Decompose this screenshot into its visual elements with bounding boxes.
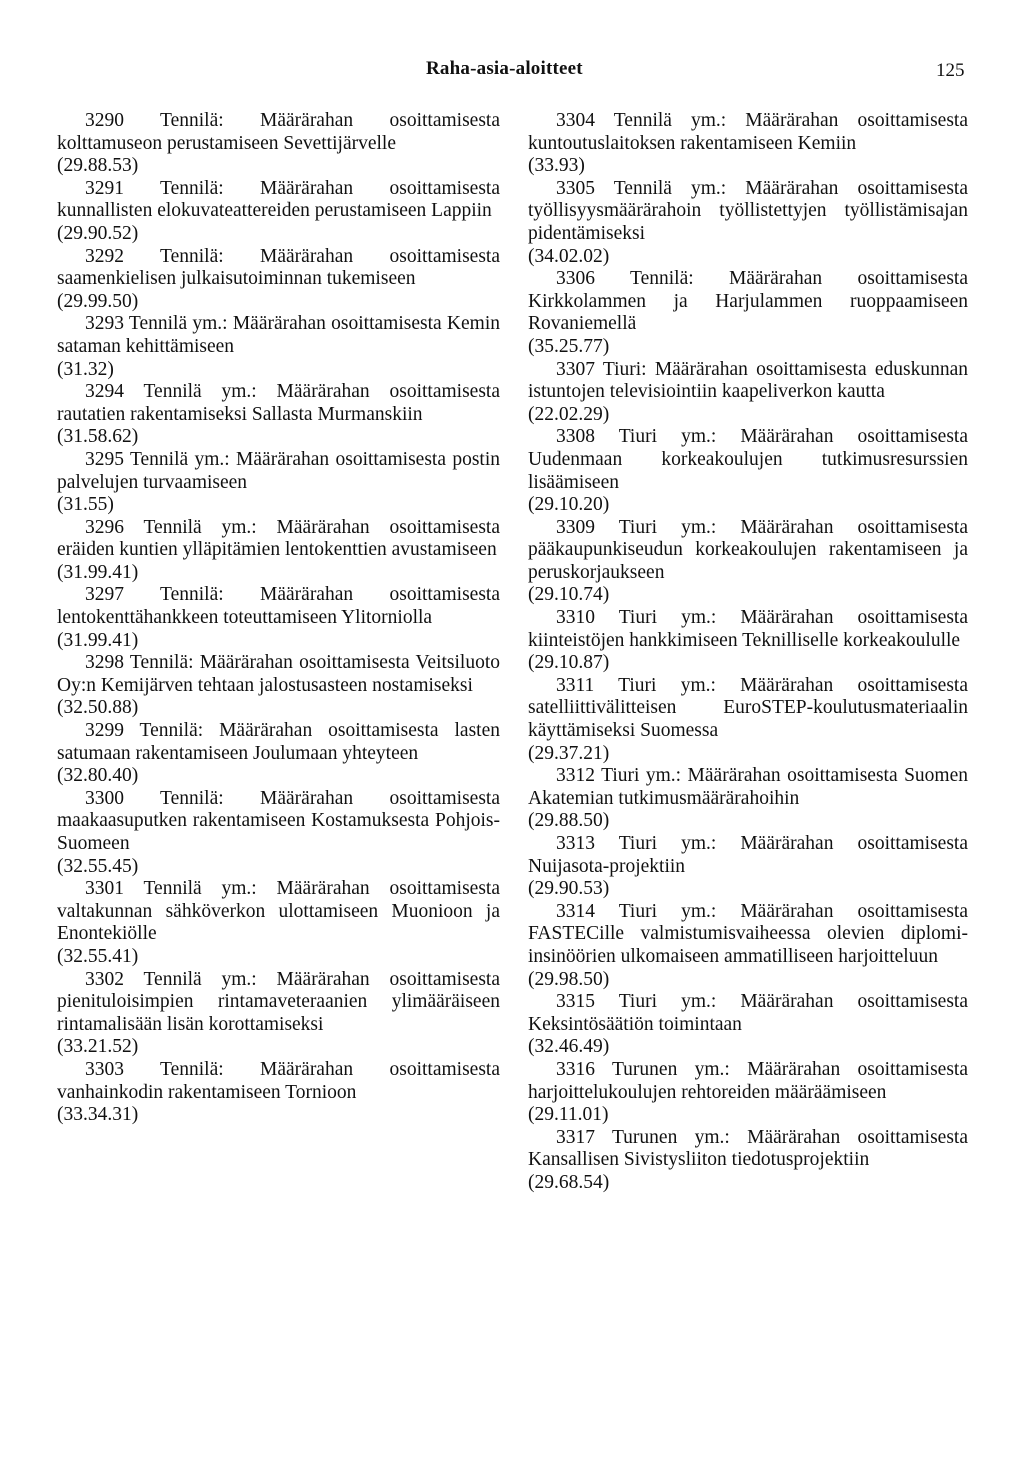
- motion-title: 3310 Tiuri ym.: Määrärahan osoittamisesta kiinteistöjen hankkimiseen Teknilliselle korkeakoululle: [528, 607, 968, 651]
- motion-entry: [57, 1059, 500, 1127]
- motion-entry: [57, 720, 500, 788]
- budget-item-code: (29.88.50): [528, 810, 610, 832]
- motion-title: 3292 Tennilä: Määrärahan osoittamisesta saamenkielisen julkaisutoiminnan tukemiseen: [57, 245, 500, 290]
- budget-item-code: (29.10.87): [528, 652, 610, 674]
- motion-title: 3297 Tennilä: Määrärahan osoittamisesta lentokenttähankkeen toteuttamiseen Ylitorniolla: [57, 584, 500, 629]
- motion-title: 3316 Turunen ym.: Määrärahan osoittamisesta harjoittelukoulujen rehtoreiden määräämiseen: [528, 1058, 968, 1103]
- budget-item-code: (29.90.52): [57, 222, 139, 244]
- budget-item-code: (31.55): [57, 494, 114, 516]
- motion-entry: [528, 901, 968, 991]
- motion-entry: [528, 991, 968, 1059]
- motion-entry: [57, 652, 500, 720]
- page-header: [0, 58, 1024, 88]
- motion-entry: [57, 313, 500, 381]
- motion-entry: [57, 517, 500, 585]
- motion-title: 3290 Tennilä: Määrärahan osoittamisesta kolttamuseon perustamiseen Sevettijärvelle: [57, 110, 500, 154]
- motion-entry: [57, 584, 500, 652]
- motion-title: 3300 Tennilä: Määrärahan osoittamisesta maakaasuputken rakentamiseen Kostamuksesta Pohjois-Suomeen: [57, 787, 500, 854]
- motion-entry: [57, 178, 500, 246]
- motion-title: 3305 Tennilä ym.: Määrärahan osoittamisesta työllisyysmäärärahoin työllistettyjen työllistämisajan pidentämiseksi: [528, 177, 968, 244]
- motion-title: 3291 Tennilä: Määrärahan osoittamisesta kunnallisten elokuvateattereiden perustamiseen Lappiin: [57, 177, 500, 222]
- budget-item-code: (29.10.74): [528, 584, 610, 606]
- budget-item-code: (33.21.52): [57, 1036, 139, 1058]
- motion-entry: [528, 1059, 968, 1127]
- motion-entry: [57, 246, 500, 314]
- budget-item-code: (32.50.88): [57, 697, 139, 719]
- budget-item-code: (32.55.41): [57, 945, 139, 967]
- motion-entry: [528, 1127, 968, 1195]
- motion-title: 3312 Tiuri ym.: Määrärahan osoittamisesta Suomen Akatemian tutkimusmäärärahoihin: [528, 765, 968, 809]
- motion-title: 3317 Turunen ym.: Määrärahan osoittamisesta Kansallisen Sivistysliiton tiedotusprojektiin: [528, 1126, 968, 1171]
- motion-entry: [57, 969, 500, 1059]
- motion-title: 3309 Tiuri ym.: Määrärahan osoittamisesta pääkaupunkiseudun korkeakoulujen rakentamiseen ja peruskorjaukseen: [528, 516, 968, 583]
- motion-title: 3308 Tiuri ym.: Määrärahan osoittamisesta Uudenmaan korkeakoulujen tutkimusresurssien lisäämiseen: [528, 426, 968, 493]
- motion-title: 3294 Tennilä ym.: Määrärahan osoittamisesta rautatien rakentamiseksi Sallasta Murmanskiin: [57, 381, 500, 425]
- motion-entry: [528, 268, 968, 358]
- motion-entry: [528, 110, 968, 178]
- motion-entry: [57, 878, 500, 968]
- motion-title: 3304 Tennilä ym.: Määrärahan osoittamisesta kuntoutuslaitoksen rakentamiseen Kemiin: [528, 110, 968, 154]
- motion-entry: [57, 110, 500, 178]
- motion-title: 3311 Tiuri ym.: Määrärahan osoittamisesta satelliittivälitteisen EuroSTEP-koulutusmateriaalin käyttämiseksi Suomessa: [528, 674, 968, 742]
- motion-title: 3301 Tennilä ym.: Määrärahan osoittamisesta valtakunnan sähköverkon ulottamiseen Muonioon ja Enontekiölle: [57, 878, 500, 945]
- budget-item-code: (32.55.45): [57, 855, 139, 877]
- page-number: 125: [936, 60, 965, 81]
- budget-item-code: (32.46.49): [528, 1036, 610, 1058]
- motion-title: 3303 Tennilä: Määrärahan osoittamisesta vanhainkodin rakentamiseen Tornioon: [57, 1058, 500, 1103]
- motion-title: 3295 Tennilä ym.: Määrärahan osoittamisesta postin palvelujen turvaamiseen: [57, 448, 500, 493]
- budget-item-code: (31.99.41): [57, 629, 139, 651]
- motion-entry: [528, 426, 968, 516]
- budget-item-code: (29.98.50): [528, 968, 610, 990]
- budget-item-code: (29.99.50): [57, 290, 139, 312]
- motion-title: 3293 Tennilä ym.: Määrärahan osoittamisesta Kemin sataman kehittämiseen: [57, 313, 500, 357]
- motion-entry: [57, 788, 500, 878]
- motion-entry: [528, 607, 968, 675]
- budget-item-code: (29.37.21): [528, 742, 610, 764]
- budget-item-code: (33.34.31): [57, 1104, 139, 1126]
- motion-title: 3314 Tiuri ym.: Määrärahan osoittamisesta FASTECille valmistumisvaiheessa olevien diplomi-insinöörien ulkomaiseen ammatilliseen harjoitteluun: [528, 900, 968, 967]
- motion-title: 3307 Tiuri: Määrärahan osoittamisesta eduskunnan istuntojen televisiointiin kaapeliverkon kautta: [528, 358, 968, 403]
- budget-item-code: (22.02.29): [528, 403, 610, 425]
- motion-entry: [57, 381, 500, 449]
- motion-title: 3313 Tiuri ym.: Määrärahan osoittamisesta Nuijasota-projektiin: [528, 833, 968, 877]
- motion-title: 3296 Tennilä ym.: Määrärahan osoittamisesta eräiden kuntien ylläpitämien lentokenttien avustamiseen: [57, 516, 500, 561]
- motion-entry: [528, 833, 968, 901]
- motion-title: 3306 Tennilä: Määrärahan osoittamisesta Kirkkolammen ja Harjulammen ruoppaamiseen Rovaniemellä: [528, 268, 968, 335]
- running-title: Raha-asia-aloitteet: [426, 58, 583, 79]
- budget-item-code: (29.11.01): [528, 1104, 609, 1126]
- budget-item-code: (33.93): [528, 155, 585, 177]
- left-column: [57, 110, 500, 1127]
- motion-entry: [528, 178, 968, 268]
- motion-title: 3298 Tennilä: Määrärahan osoittamisesta Veitsiluoto Oy:n Kemijärven tehtaan jalostusasteen nostamiseksi: [57, 652, 500, 696]
- budget-item-code: (29.88.53): [57, 155, 139, 177]
- budget-item-code: (29.10.20): [528, 494, 610, 516]
- budget-item-code: (31.32): [57, 358, 114, 380]
- motion-entry: [57, 449, 500, 517]
- budget-item-code: (29.90.53): [528, 878, 610, 900]
- budget-item-code: (29.68.54): [528, 1171, 610, 1193]
- motion-title: 3299 Tennilä: Määrärahan osoittamisesta lasten satumaan rakentamiseen Joulumaan yhteyteen: [57, 720, 500, 764]
- motion-title: 3302 Tennilä ym.: Määrärahan osoittamisesta pienituloisimpien rintamaveteraanien ylimääräiseen rintamalisään lisän korottamiseksi: [57, 968, 500, 1035]
- budget-item-code: (34.02.02): [528, 245, 610, 267]
- budget-item-code: (31.99.41): [57, 561, 139, 583]
- motion-entry: [528, 517, 968, 607]
- motion-entry: [528, 359, 968, 427]
- motion-entry: [528, 765, 968, 833]
- budget-item-code: (32.80.40): [57, 765, 139, 787]
- motion-title: 3315 Tiuri ym.: Määrärahan osoittamisesta Keksintösäätiön toimintaan: [528, 991, 968, 1035]
- budget-item-code: (31.58.62): [57, 426, 139, 448]
- budget-item-code: (35.25.77): [528, 335, 610, 357]
- motion-entry: [528, 675, 968, 765]
- right-column: [528, 110, 968, 1195]
